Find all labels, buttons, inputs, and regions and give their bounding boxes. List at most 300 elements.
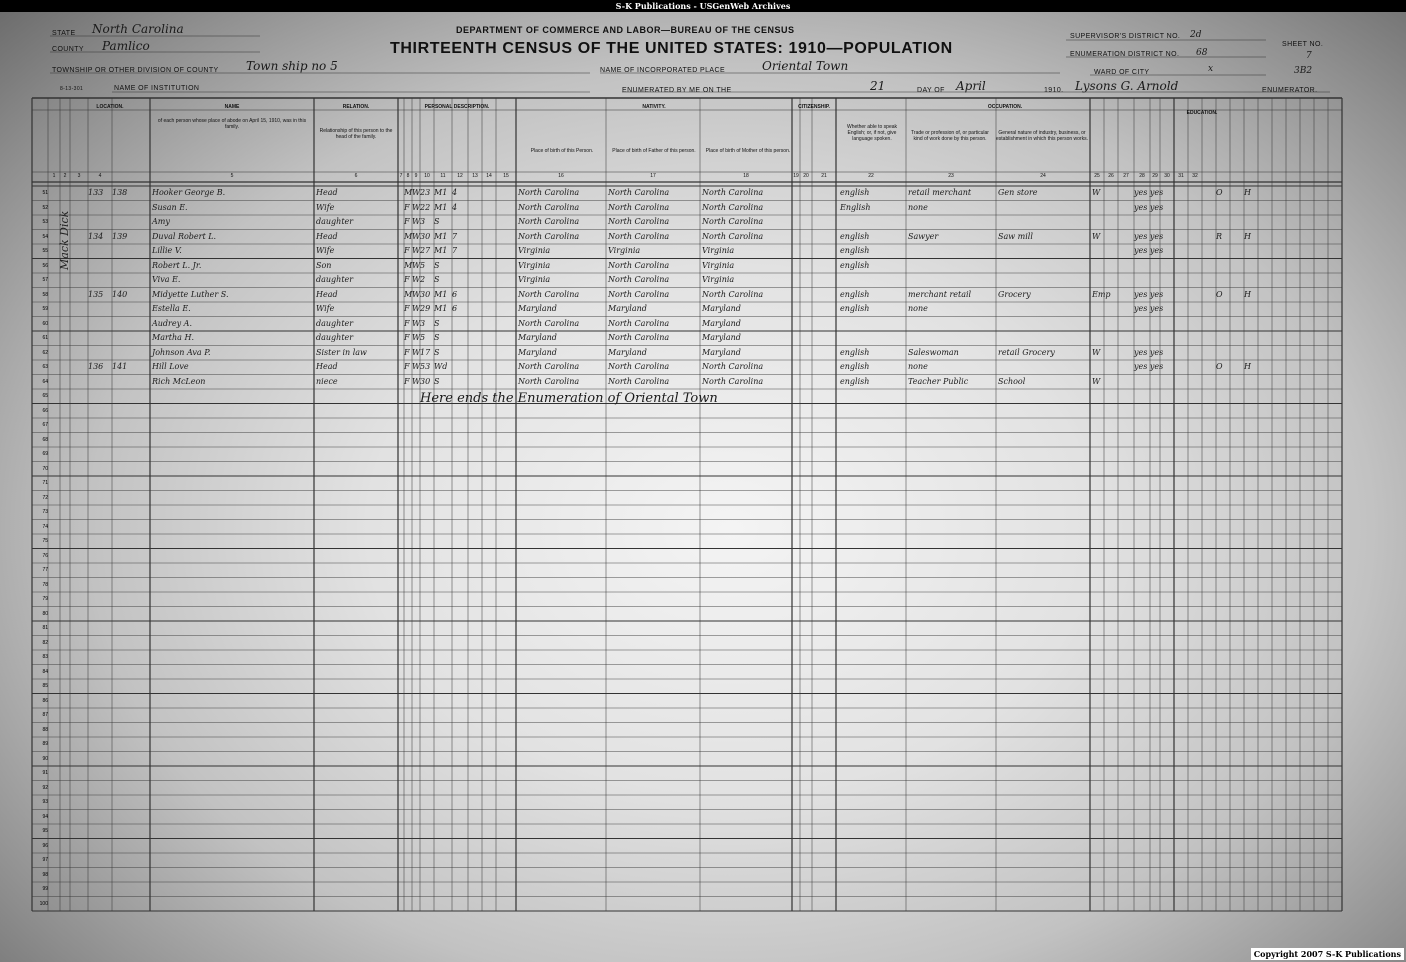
cell-trade: retail merchant: [908, 188, 972, 197]
incorporated-value: Oriental Town: [762, 59, 849, 73]
cell-industry: School: [998, 376, 1026, 386]
industry-header: General nature of industry, business, or establishment in which this person works.: [996, 130, 1088, 142]
section-occupation: OCCUPATION.: [987, 104, 1023, 110]
cell-relation: Head: [316, 231, 338, 241]
cell-marital: S: [434, 333, 440, 342]
cell-sex: F: [404, 304, 410, 313]
cell-mother: North Carolina: [702, 289, 764, 299]
line-number: 70: [42, 465, 48, 472]
cell-race: W: [412, 362, 421, 371]
line-number: 94: [42, 813, 48, 820]
line-number: 55: [42, 248, 48, 254]
cell-race: W: [412, 231, 421, 241]
cell-name: Robert L. Jr.: [152, 260, 202, 270]
cell-age: 53: [420, 362, 431, 371]
cell-name: Duval Robert L.: [152, 231, 217, 241]
cell-edu: yes yes: [1134, 202, 1164, 212]
column-number: 12: [457, 173, 463, 179]
cell-father: North Carolina: [608, 217, 670, 226]
cell-race: W: [412, 202, 421, 212]
enumerator-name: Lysons G. Arnold: [1075, 79, 1179, 93]
archive-banner: S-K Publications - USGenWeb Archives: [0, 0, 1406, 12]
cell-sex: F: [404, 333, 410, 342]
cell-language: english: [840, 362, 870, 371]
line-number: 76: [42, 552, 48, 559]
cell-father: North Carolina: [608, 275, 670, 284]
line-number: 60: [42, 320, 48, 327]
birth-father-header: Place of birth of Father of this person.: [612, 148, 696, 154]
cell-mother: North Carolina: [702, 217, 764, 226]
copyright-notice: Copyright 2007 S-K Publications: [1251, 948, 1404, 960]
county-label: COUNTY: [52, 46, 84, 53]
line-number: 88: [42, 726, 48, 733]
cell-relation: Head: [316, 188, 338, 197]
section-name: NAME: [224, 104, 240, 110]
cell-age: 2: [420, 275, 426, 284]
cell-own: O: [1216, 289, 1223, 299]
cell-marital: M1: [434, 246, 448, 255]
cell-name: Johnson Ava P.: [152, 347, 211, 357]
birth-mother-header: Place of birth of Mother of this person.: [705, 148, 791, 154]
cell-sex: F: [404, 202, 410, 212]
column-number: 7: [399, 173, 403, 179]
cell-mother: Maryland: [702, 304, 741, 313]
cell-age: 5: [420, 260, 426, 270]
cell-mother: North Carolina: [702, 376, 764, 386]
cell-father: North Carolina: [608, 376, 670, 386]
line-number: 80: [42, 610, 48, 617]
column-number: 14: [486, 173, 492, 179]
cell-birth: Maryland: [518, 304, 557, 313]
year-suffix: 1910.: [1044, 87, 1064, 94]
form-title: THIRTEENTH CENSUS OF THE UNITED STATES: 1910—POPULATION: [390, 40, 953, 57]
cell-own: O: [1216, 188, 1223, 197]
cell-emp: W: [1092, 188, 1101, 197]
column-number: 32: [1192, 173, 1198, 179]
enumerated-month: April: [956, 79, 986, 93]
cell-birth: North Carolina: [518, 362, 580, 371]
department-heading: DEPARTMENT OF COMMERCE AND LABOR—BUREAU OF THE CENSUS: [456, 25, 795, 35]
day-of-label: DAY OF: [917, 87, 945, 94]
line-number: 97: [42, 857, 48, 863]
column-number: 4: [98, 173, 102, 179]
cell-father: North Carolina: [608, 231, 670, 241]
cell-race: W: [412, 318, 421, 328]
cell-mother: North Carolina: [702, 188, 764, 197]
column-number: 3: [77, 173, 81, 179]
cell-age: 17: [420, 347, 431, 357]
cell-age: 23: [420, 188, 431, 197]
cell-years: 6: [452, 304, 458, 313]
cell-sex: F: [404, 217, 410, 226]
trade-header: Trade or profession of, or particular kind of work done by this person.: [911, 130, 989, 142]
cell-birth: North Carolina: [518, 376, 580, 386]
cell-farm: H: [1244, 231, 1251, 241]
cell-industry: Gen store: [998, 188, 1038, 197]
cell-family: 141: [112, 362, 128, 371]
township-label: TOWNSHIP OR OTHER DIVISION OF COUNTY: [52, 67, 219, 74]
cell-name: Susan E.: [152, 202, 188, 212]
cell-mother: Virginia: [702, 260, 735, 270]
cell-father: Virginia: [608, 246, 641, 255]
line-number: 98: [42, 871, 48, 878]
cell-age: 3: [420, 217, 426, 226]
cell-age: 29: [420, 304, 431, 313]
cell-language: english: [840, 188, 870, 197]
enumeration-value: 68: [1196, 48, 1208, 58]
cell-marital: S: [434, 260, 440, 270]
cell-language: english: [840, 289, 870, 299]
cell-emp: W: [1092, 376, 1101, 386]
cell-edu: yes yes: [1134, 188, 1164, 197]
cell-name: Hill Love: [152, 362, 189, 371]
cell-marital: S: [434, 217, 440, 226]
cell-birth: North Carolina: [518, 188, 580, 197]
line-number: 51: [42, 190, 48, 196]
column-number: 28: [1139, 173, 1145, 179]
line-number: 100: [39, 900, 48, 907]
line-number: 84: [42, 668, 48, 675]
cell-marital: S: [434, 275, 440, 284]
cell-dwelling: 136: [88, 362, 104, 371]
line-number: 95: [42, 828, 48, 834]
cell-sex: F: [404, 318, 410, 328]
line-number: 73: [42, 509, 48, 515]
cell-age: 30: [420, 231, 431, 241]
cell-birth: Virginia: [518, 260, 551, 270]
column-number: 26: [1108, 173, 1114, 179]
line-number: 85: [42, 683, 48, 689]
cell-father: Maryland: [608, 304, 647, 313]
line-number: 72: [42, 494, 48, 501]
line-number: 59: [42, 306, 48, 312]
cell-relation: daughter: [316, 318, 354, 328]
line-number: 58: [42, 291, 48, 298]
line-number: 90: [42, 755, 48, 762]
cell-mother: North Carolina: [702, 202, 764, 212]
column-number: 22: [868, 173, 874, 179]
township-value: Town ship no 5: [246, 59, 338, 73]
column-number: 6: [354, 173, 358, 179]
column-number: 15: [503, 173, 509, 179]
cell-edu: yes yes: [1134, 347, 1164, 357]
cell-father: Maryland: [608, 347, 647, 357]
cell-marital: Wd: [434, 362, 448, 371]
line-number: 67: [42, 422, 48, 428]
cell-relation: Head: [316, 362, 338, 371]
cell-age: 27: [420, 246, 431, 255]
cell-race: W: [412, 289, 421, 299]
cell-edu: yes yes: [1134, 231, 1164, 241]
line-number: 62: [42, 349, 48, 356]
cell-own: R: [1216, 231, 1223, 241]
cell-dwelling: 134: [88, 231, 104, 241]
sheet-extra: 3B2: [1294, 66, 1313, 76]
cell-race: W: [412, 275, 421, 284]
cell-marital: S: [434, 347, 440, 357]
cell-father: North Carolina: [608, 318, 670, 328]
cell-birth: Virginia: [518, 246, 551, 255]
cell-relation: Head: [316, 289, 338, 299]
column-number: 16: [558, 173, 564, 179]
cell-sex: M: [404, 188, 413, 197]
line-number: 52: [42, 204, 48, 211]
cell-family: 139: [112, 231, 128, 241]
supervisor-label: SUPERVISOR'S DISTRICT NO.: [1070, 33, 1181, 40]
column-number: 5: [230, 173, 234, 179]
cell-birth: North Carolina: [518, 289, 580, 299]
cell-marital: M1: [434, 231, 448, 241]
cell-name: Rich McLeon: [152, 376, 206, 386]
cell-birth: Maryland: [518, 347, 557, 357]
ward-label: WARD OF CITY: [1094, 69, 1150, 76]
column-number: 31: [1178, 173, 1184, 179]
cell-edu: yes yes: [1134, 289, 1164, 299]
state-label: STATE: [52, 30, 76, 37]
line-number: 87: [42, 712, 48, 718]
cell-father: North Carolina: [608, 260, 670, 270]
cell-sex: F: [404, 347, 410, 357]
cell-dwelling: 135: [88, 289, 104, 299]
cell-race: W: [412, 246, 421, 255]
line-number: 54: [42, 233, 48, 240]
cell-age: 30: [420, 376, 431, 386]
cell-marital: S: [434, 318, 440, 328]
cell-age: 5: [420, 333, 426, 342]
supervisor-value: 2d: [1190, 30, 1202, 40]
section-relation: RELATION.: [342, 104, 370, 110]
column-number: 17: [650, 173, 656, 179]
line-number: 65: [42, 393, 48, 399]
line-number: 79: [42, 596, 48, 602]
cell-farm: H: [1244, 188, 1251, 197]
cell-age: 3: [420, 318, 426, 328]
cell-industry: retail Grocery: [998, 347, 1055, 357]
column-number: 30: [1164, 173, 1170, 179]
column-number: 19: [793, 173, 799, 179]
cell-race: W: [412, 304, 421, 313]
cell-trade: Sawyer: [908, 231, 939, 241]
cell-age: 22: [420, 202, 431, 212]
line-number: 83: [42, 654, 48, 660]
cell-trade: none: [908, 202, 928, 212]
cell-language: english: [840, 304, 870, 313]
form-code: 8-13-301: [60, 86, 84, 92]
cell-family: 138: [112, 188, 128, 197]
column-number: 27: [1123, 173, 1129, 179]
cell-name: Hooker George B.: [152, 188, 226, 197]
cell-age: 30: [420, 289, 431, 299]
cell-relation: Son: [316, 260, 332, 270]
column-number: 2: [63, 173, 67, 179]
cell-name: Lillie V.: [152, 246, 182, 255]
cell-emp: W: [1092, 347, 1101, 357]
cell-own: O: [1216, 362, 1223, 371]
cell-language: English: [840, 202, 871, 212]
cell-mother: Maryland: [702, 318, 741, 328]
line-number: 68: [42, 436, 48, 443]
cell-name: Audrey A.: [152, 318, 192, 328]
column-number: 1: [52, 173, 56, 179]
line-number: 66: [42, 407, 48, 414]
cell-trade: merchant retail: [908, 289, 972, 299]
cell-mother: North Carolina: [702, 362, 764, 371]
cell-trade: Teacher Public: [908, 376, 969, 386]
cell-relation: Wife: [316, 304, 335, 313]
cell-edu: yes yes: [1134, 304, 1164, 313]
cell-industry: Saw mill: [998, 231, 1033, 241]
cell-race: W: [412, 217, 421, 226]
line-number: 82: [42, 639, 48, 646]
cell-dwelling: 133: [88, 188, 104, 197]
cell-farm: H: [1244, 362, 1251, 371]
column-number: 18: [743, 173, 749, 179]
cell-relation: daughter: [316, 333, 354, 342]
cell-trade: Saleswoman: [908, 347, 959, 357]
column-number: 21: [821, 173, 827, 179]
cell-language: english: [840, 246, 870, 255]
cell-language: english: [840, 347, 870, 357]
cell-language: english: [840, 260, 870, 270]
state-value: North Carolina: [92, 22, 184, 36]
cell-birth: North Carolina: [518, 217, 580, 226]
cell-emp: Emp: [1092, 289, 1111, 299]
cell-trade: none: [908, 362, 928, 371]
sheet-label: SHEET NO.: [1282, 41, 1324, 48]
section-citizenship: CITIZENSHIP.: [798, 104, 830, 110]
cell-father: North Carolina: [608, 289, 670, 299]
cell-name: Midyette Luther S.: [152, 289, 229, 299]
cell-years: 4: [452, 202, 458, 212]
column-number: 29: [1152, 173, 1158, 179]
cell-name: Amy: [152, 217, 170, 226]
column-number: 11: [440, 173, 446, 179]
line-number: 71: [42, 480, 48, 486]
cell-birth: North Carolina: [518, 202, 580, 212]
line-number: 74: [42, 523, 48, 530]
cell-race: W: [412, 347, 421, 357]
cell-race: W: [412, 260, 421, 270]
line-number: 61: [42, 335, 48, 341]
cell-relation: Wife: [316, 202, 335, 212]
column-number: 20: [803, 173, 809, 179]
cell-name: Martha H.: [152, 333, 194, 342]
cell-marital: S: [434, 376, 440, 386]
cell-sex: M: [404, 260, 413, 270]
cell-family: 140: [112, 289, 128, 299]
cell-relation: Wife: [316, 246, 335, 255]
cell-birth: Maryland: [518, 333, 557, 342]
line-number: 96: [42, 842, 48, 849]
cell-mother: Virginia: [702, 275, 735, 284]
cell-emp: W: [1092, 231, 1101, 241]
line-number: 63: [42, 364, 48, 370]
margin-note: Mack Dick: [58, 210, 71, 270]
cell-race: W: [412, 188, 421, 197]
birth-person-header: Place of birth of this Person.: [530, 148, 594, 154]
cell-name: Estella E.: [152, 304, 191, 313]
line-number: 99: [42, 886, 48, 892]
cell-language: english: [840, 376, 870, 386]
cell-birth: Virginia: [518, 275, 551, 284]
enumerator-label: ENUMERATOR.: [1262, 87, 1318, 94]
cell-mother: North Carolina: [702, 231, 764, 241]
cell-name: Viva E.: [152, 275, 181, 284]
cell-relation: niece: [316, 376, 338, 386]
cell-race: W: [412, 333, 421, 342]
cell-sex: F: [404, 246, 410, 255]
line-number: 64: [42, 378, 48, 385]
column-number: 10: [424, 173, 430, 179]
cell-relation: daughter: [316, 275, 354, 284]
cell-race: W: [412, 376, 421, 386]
enumerated-day: 21: [870, 79, 886, 93]
column-number: 25: [1094, 173, 1100, 179]
cell-father: North Carolina: [608, 362, 670, 371]
cell-sex: F: [404, 362, 410, 371]
cell-father: North Carolina: [608, 333, 670, 342]
cell-father: North Carolina: [608, 202, 670, 212]
cell-sex: M: [404, 231, 413, 241]
cell-years: 7: [452, 246, 458, 255]
column-number: 9: [414, 173, 418, 179]
ward-value: x: [1208, 64, 1214, 74]
county-value: Pamlico: [102, 39, 150, 53]
cell-sex: F: [404, 275, 410, 284]
line-number: 91: [42, 770, 48, 776]
cell-sex: F: [404, 376, 410, 386]
cell-marital: M1: [434, 202, 448, 212]
cell-mother: Maryland: [702, 347, 741, 357]
cell-birth: North Carolina: [518, 318, 580, 328]
cell-father: North Carolina: [608, 188, 670, 197]
name-column-description: of each person whose place of abode on April 15, 1910, was in this family.: [157, 118, 307, 130]
institution-label: NAME OF INSTITUTION: [114, 85, 200, 92]
line-number: 81: [42, 625, 48, 631]
line-number: 86: [42, 697, 48, 704]
line-number: 93: [42, 799, 48, 805]
cell-marital: M1: [434, 304, 448, 313]
cell-relation: daughter: [316, 217, 354, 226]
cell-birth: North Carolina: [518, 231, 580, 241]
cell-relation: Sister in law: [316, 347, 367, 357]
line-number: 53: [42, 219, 48, 225]
line-number: 56: [42, 262, 48, 269]
end-of-enumeration-note: Here ends the Enumeration of Oriental Town: [420, 391, 718, 406]
relation-column-description: Relationship of this person to the head of the family.: [319, 128, 393, 140]
line-number: 78: [42, 581, 48, 588]
line-number: 92: [42, 784, 48, 791]
enumeration-label: ENUMERATION DISTRICT NO.: [1070, 51, 1180, 58]
column-number: 8: [406, 173, 410, 179]
sheet-value: 7: [1306, 51, 1312, 61]
enumerated-label: ENUMERATED BY ME ON THE: [622, 87, 732, 94]
section-location: LOCATION.: [96, 104, 124, 110]
cell-industry: Grocery: [998, 289, 1031, 299]
cell-years: 7: [452, 231, 458, 241]
cell-sex: M: [404, 289, 413, 299]
line-number: 69: [42, 451, 48, 457]
section-nativity: NATIVITY.: [642, 104, 666, 110]
cell-edu: yes yes: [1134, 246, 1164, 255]
cell-marital: M1: [434, 289, 448, 299]
cell-mother: Virginia: [702, 246, 735, 255]
cell-mother: Maryland: [702, 333, 741, 342]
line-number: 57: [42, 277, 48, 283]
cell-marital: M1: [434, 188, 448, 197]
cell-trade: none: [908, 304, 928, 313]
line-number: 77: [42, 567, 48, 573]
